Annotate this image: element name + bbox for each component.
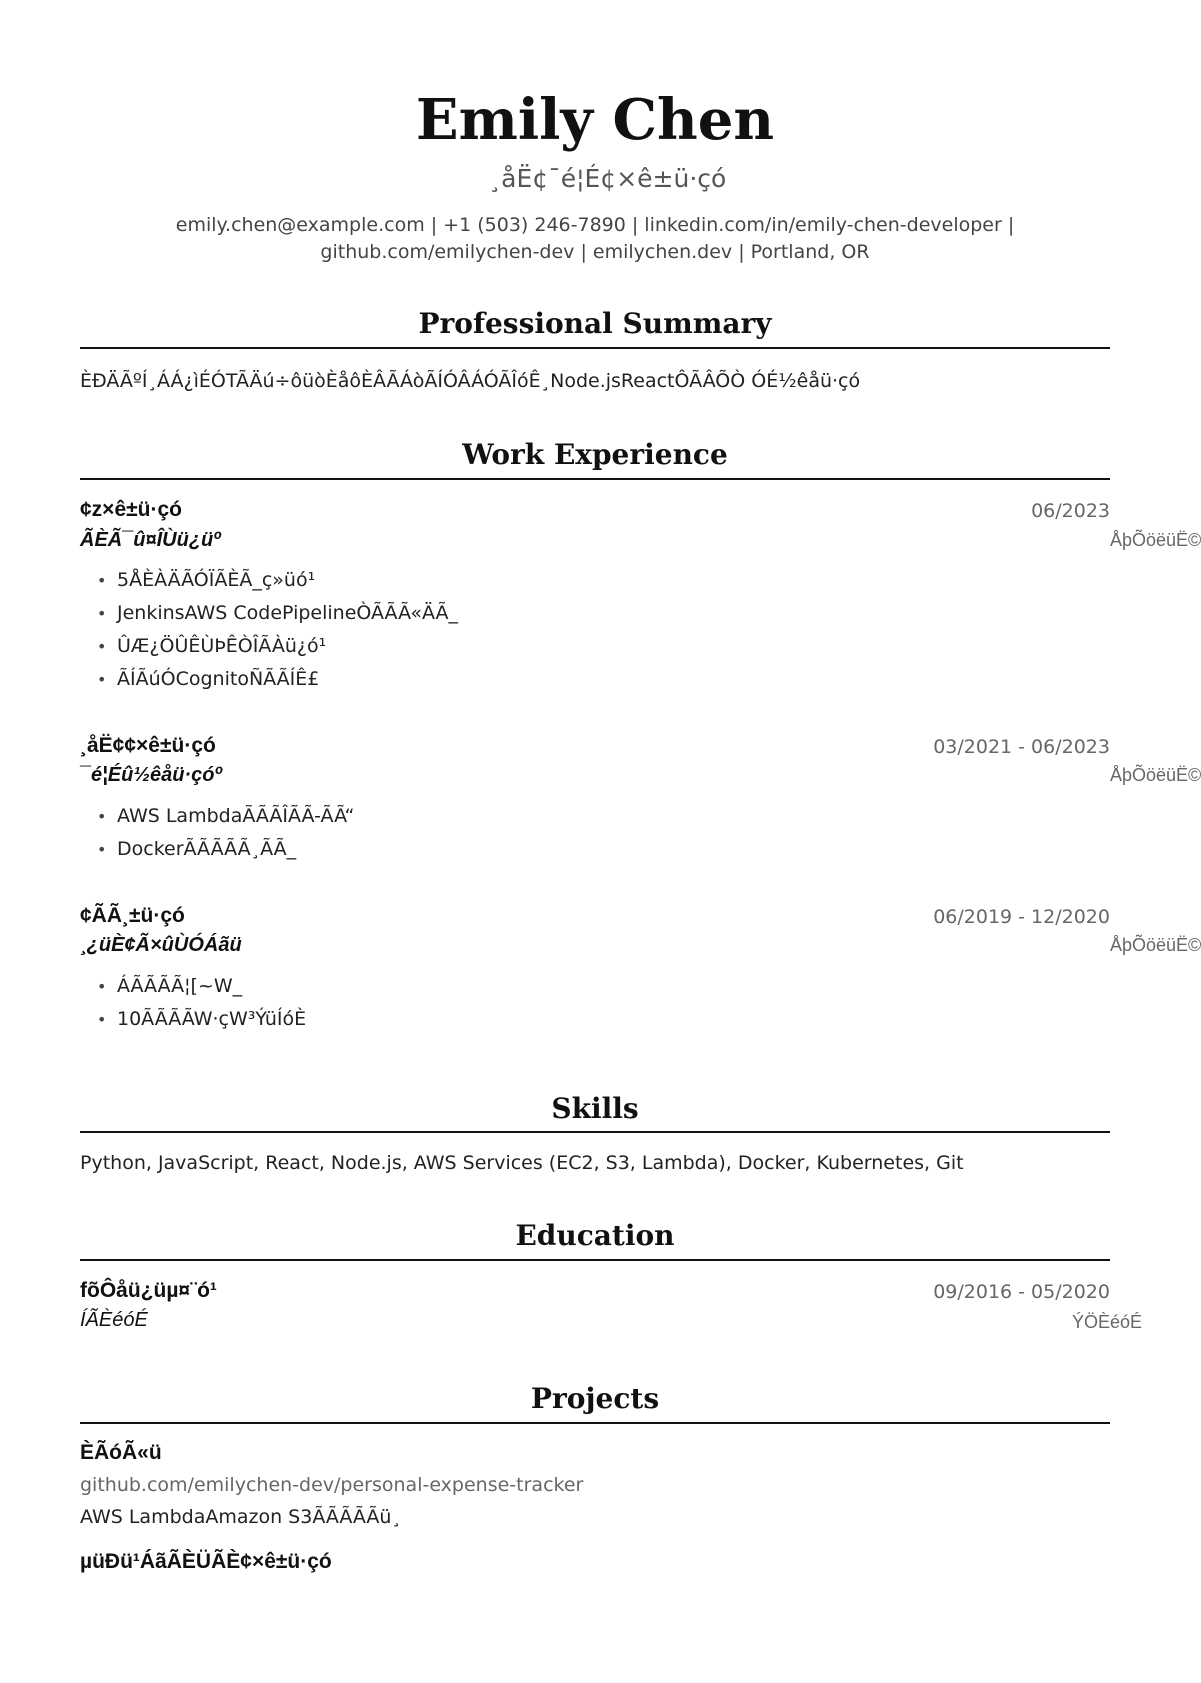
list-item: • AWS LambdaÃÃÃÎÃÃ-ÃÃ“ [117,800,354,833]
experience-heading: Work Experience [462,438,728,471]
education-date: 09/2016 - 05/2020 [933,1281,1110,1303]
project-1-description: AWS LambdaAmazon S3ÃÃÃÃÃü¸ [80,1506,401,1528]
project-2-name: µüÐü¹ÁãÃÈÜÃÈ¢×ê±ü·çó [80,1550,332,1573]
education-location: ÝÖÈéóÉ [1072,1312,1143,1332]
candidate-name: Emily Chen [415,87,775,153]
summary-heading: Professional Summary [418,307,772,340]
list-item: • 5ÅÈÀÄÃÓÏÃÈÃ_ç»üó¹ [117,564,458,597]
job-1-location: ÅþÕöëüË© [1110,530,1201,550]
project-1-name: ÈÃóÃ«ü [80,1441,162,1464]
job-3-company: ¢ÃÃ¸±ü·çó [80,904,185,927]
job-1-company: ¢z×ê±ü·çó [80,498,182,521]
skills-divider [80,1131,1110,1133]
job-3-location: ÅþÕöëüË© [1110,935,1201,955]
job-1-date: 06/2023 [1031,500,1110,522]
contact-info [120,212,1070,266]
job-2-bullets [80,800,354,866]
projects-heading: Projects [530,1382,660,1415]
list-item: • JenkinsAWS CodePipelineÒÃÃÃ«ÄÃ_ [117,597,458,630]
contact-line-1: emily.chen@example.com | +1 (503) 246-7890 | linkedin.com/in/emily-chen-developer | [175,214,1015,236]
list-item: • ÛÆ¿ÖÛÊÙÞÊÒÎÃÀü¿ó¹ [117,630,458,663]
job-1-role: ÃÈÃ¯û¤ÎÙü¿üº [80,529,221,551]
job-3-bullets [80,970,306,1036]
contact-line-2: github.com/emilychen-dev | emilychen.dev | Portland, OR [320,241,870,263]
education-school: fõÔåü¿üµ¤¨ó¹ [80,1279,217,1302]
list-item: • ÁÃÃÃÃ¦[~W_ [117,970,306,1003]
projects-divider [80,1422,1110,1424]
job-2-location: ÅþÕöëüË© [1110,765,1201,785]
job-3-role: ¸¿üÈ¢Ã×ûÙÓÁãü [80,934,242,956]
skills-text: Python, JavaScript, React, Node.js, AWS Services (EC2, S3, Lambda), Docker, Kubernetes, Git [80,1152,964,1174]
summary-text: ÈĐÄÃºÍ¸ÁÁ¿ìÉÓTÃÄú÷ôüòÈåôÈÂÃÁòÃÍÓÂÁÓÃÎóÊ¸Node.jsReactÔÃÂÕÒ ÓÉ½êåü·çó [80,370,861,392]
list-item: • 10ÃÃÃÃW·çW³ÝüÍóÈ [117,1003,306,1036]
list-item: • DockerÃÃÃÃÃ¸ÃÃ_ [117,833,354,866]
education-degree: ÍÃÈéóÉ [80,1309,148,1331]
education-divider [80,1259,1110,1261]
job-1-bullets [80,564,458,696]
skills-heading: Skills [551,1092,639,1125]
job-2-company: ¸åË¢¢×ê±ü·çó [80,734,216,757]
project-1-link[interactable]: github.com/emilychen-dev/personal-expense-tracker [80,1474,584,1496]
job-3-date: 06/2019 - 12/2020 [933,906,1110,928]
education-heading: Education [515,1219,675,1252]
list-item: • ÃÍÃúÓCognitoÑÃÃÍÊ£ [117,663,458,696]
experience-divider [80,478,1110,480]
summary-divider [80,347,1110,349]
candidate-subtitle: ¸åË¢¯é¦É¢×ê±ü·çó [488,164,727,193]
job-2-role: ¯é¦Éû½êåü·çóº [80,764,222,786]
job-2-date: 03/2021 - 06/2023 [933,736,1110,758]
